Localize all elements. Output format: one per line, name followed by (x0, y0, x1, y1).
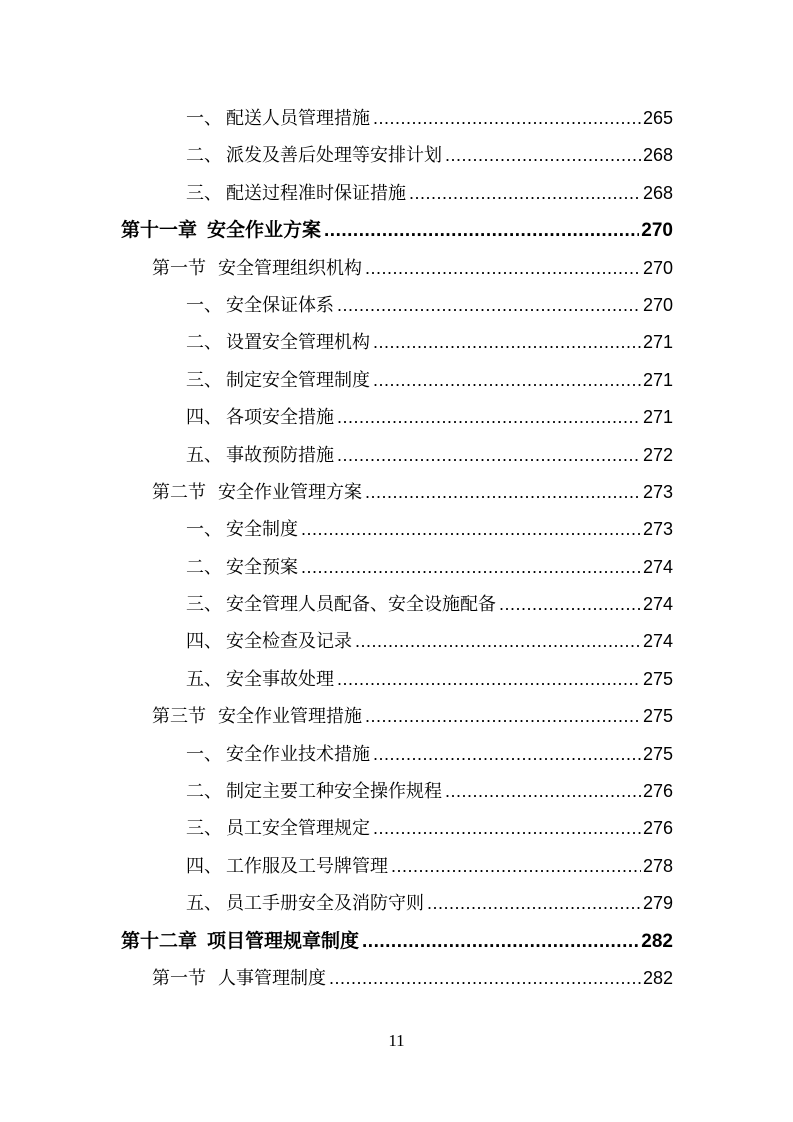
toc-entry-number: 二 (186, 145, 204, 167)
toc-entry-number: 三 (186, 369, 204, 391)
toc-entry-title: 配送过程准时保证措施 (226, 182, 406, 204)
toc-dot-leader (329, 960, 641, 997)
toc-entry[interactable] (186, 175, 673, 212)
toc-entry-page: 273 (642, 481, 673, 502)
toc-entry-page: 270 (642, 257, 673, 278)
toc-entry-number: 一 (186, 294, 204, 316)
toc-entry-page: 276 (642, 818, 673, 839)
toc-entry-title: 制定主要工种安全操作规程 (226, 781, 442, 803)
toc-entry-title: 人事管理制度 (218, 967, 326, 989)
toc-entry-title: 安全检查及记录 (226, 631, 352, 653)
toc-dot-leader (445, 773, 641, 810)
toc-entry-label (186, 549, 298, 586)
toc-section-entry[interactable] (152, 698, 673, 735)
toc-entry-separator: 、 (204, 407, 222, 429)
toc-entry-separator: 、 (204, 818, 222, 840)
toc-entry-page: 275 (642, 743, 673, 764)
toc-entry-number: 三 (186, 594, 204, 616)
toc-dot-leader (427, 885, 641, 922)
toc-entry[interactable] (186, 437, 673, 474)
toc-entry[interactable] (186, 137, 673, 174)
toc-entry-number: 二 (186, 332, 204, 354)
toc-entry-number: 一 (186, 743, 204, 765)
toc-entry-title: 安全预案 (226, 556, 298, 578)
toc-entry-number: 四 (186, 407, 204, 429)
toc-dot-leader (365, 698, 641, 735)
toc-dot-leader (301, 511, 641, 548)
toc-entry-page: 282 (641, 930, 673, 952)
toc-entry[interactable] (186, 773, 673, 810)
toc-entry-separator: 、 (204, 556, 222, 578)
toc-dot-leader (391, 848, 641, 885)
toc-dot-leader (499, 586, 641, 623)
toc-entry-title: 安全作业管理措施 (218, 706, 362, 728)
toc-entry-label (186, 324, 370, 361)
toc-entry-label (186, 661, 334, 698)
toc-entry-title: 事故预防措施 (226, 444, 334, 466)
toc-entry-title: 派发及善后处理等安排计划 (226, 145, 442, 167)
toc-entry-separator: 、 (204, 743, 222, 765)
toc-dot-leader (373, 324, 641, 361)
toc-entry-separator: 、 (204, 294, 222, 316)
toc-entry-title: 安全作业技术措施 (226, 743, 370, 765)
toc-dot-leader (373, 736, 641, 773)
toc-entry[interactable] (186, 736, 673, 773)
toc-dot-leader (337, 437, 641, 474)
toc-dot-leader (365, 250, 641, 287)
toc-dot-leader (362, 923, 639, 960)
toc-entry-page: 275 (642, 706, 673, 727)
toc-dot-leader (373, 100, 641, 137)
toc-entry-separator: 、 (204, 668, 222, 690)
toc-entry-number: 一 (186, 108, 204, 129)
toc-entry-separator: 、 (204, 519, 222, 541)
toc-entry-label (152, 698, 362, 735)
toc-chapter-number: 第十一章 (121, 219, 198, 242)
toc-entry[interactable] (186, 511, 673, 548)
toc-entry-number: 二 (186, 781, 204, 803)
toc-section-number: 第一节 (152, 967, 206, 989)
toc-entry-title: 安全管理组织机构 (218, 257, 362, 279)
toc-entry-number: 三 (186, 182, 204, 204)
toc-entry-title: 各项安全措施 (226, 407, 334, 429)
toc-entry-label (152, 960, 326, 997)
toc-section-number: 第一节 (152, 257, 206, 279)
toc-entry[interactable] (186, 100, 673, 137)
toc-entry-label (186, 773, 442, 810)
toc-entry-label (186, 511, 298, 548)
toc-entry-separator: 、 (204, 145, 222, 167)
toc-entry[interactable] (186, 549, 673, 586)
toc-dot-leader (445, 137, 641, 174)
toc-entry-title: 安全管理人员配备、安全设施配备 (226, 594, 496, 616)
toc-entry[interactable] (186, 586, 673, 623)
toc-entry-page: 268 (642, 145, 673, 166)
toc-entry-label (121, 212, 321, 249)
toc-entry-separator: 、 (204, 332, 222, 354)
toc-entry-label (186, 287, 334, 324)
toc-entry-separator: 、 (204, 444, 222, 466)
toc-entry-number: 五 (186, 668, 204, 690)
toc-dot-leader (365, 474, 641, 511)
toc-entry[interactable] (186, 287, 673, 324)
toc-entry-label (186, 736, 370, 773)
toc-entry-separator: 、 (204, 369, 222, 391)
toc-entry-title: 安全作业方案 (207, 219, 322, 242)
toc-entry-page: 268 (642, 182, 673, 203)
toc-entry-separator: 、 (204, 182, 222, 204)
toc-entry[interactable] (186, 324, 673, 361)
toc-entry-label (121, 923, 359, 960)
toc-entry-number: 四 (186, 855, 204, 877)
toc-entry-label (186, 100, 370, 137)
toc-entry-page: 271 (642, 369, 673, 390)
toc-entry[interactable] (186, 661, 673, 698)
toc-entry-separator: 、 (204, 855, 222, 877)
toc-entry-title: 安全保证体系 (226, 294, 334, 316)
toc-section-number: 第二节 (152, 481, 206, 503)
toc-entry-page: 282 (642, 967, 673, 988)
toc-entry-title: 员工安全管理规定 (226, 818, 370, 840)
toc-chapter-entry[interactable] (121, 923, 673, 960)
toc-dot-leader (301, 549, 641, 586)
toc-dot-leader (373, 362, 641, 399)
toc-entry-title: 配送人员管理措施 (226, 108, 370, 129)
toc-entry[interactable] (186, 362, 673, 399)
toc-dot-leader (337, 661, 641, 698)
toc-entry-title: 安全事故处理 (226, 668, 334, 690)
toc-dot-leader (324, 212, 639, 249)
toc-section-entry[interactable] (152, 474, 673, 511)
toc-entry-number: 四 (186, 631, 204, 653)
toc-entry-label (186, 437, 334, 474)
toc-entry-page: 271 (642, 407, 673, 428)
toc-entry-page: 275 (642, 668, 673, 689)
toc-entry-page: 272 (642, 444, 673, 465)
toc-entry-page: 274 (642, 594, 673, 615)
toc-entry-number: 一 (186, 519, 204, 541)
toc-entry-label (186, 399, 334, 436)
toc-entry[interactable] (186, 885, 673, 922)
toc-section-entry[interactable] (152, 250, 673, 287)
toc-section-entry[interactable] (152, 960, 673, 997)
toc-dot-leader (409, 175, 641, 212)
toc-entry-title: 设置安全管理机构 (226, 332, 370, 354)
toc-dot-leader (355, 623, 641, 660)
toc-entry-title: 安全作业管理方案 (218, 481, 362, 503)
toc-entry-page: 278 (642, 855, 673, 876)
toc-dot-leader (337, 399, 641, 436)
toc-entry[interactable] (186, 623, 673, 660)
toc-dot-leader (373, 810, 641, 847)
toc-entry-label (186, 175, 406, 212)
toc-entry-number: 五 (186, 893, 204, 915)
toc-entry-label (152, 250, 362, 287)
toc-entry-page: 274 (642, 556, 673, 577)
toc-entry-separator: 、 (204, 594, 222, 616)
toc-dot-leader (337, 287, 641, 324)
toc-entry-separator: 、 (204, 108, 222, 129)
toc-entry-separator: 、 (204, 631, 222, 653)
toc-entry-title: 员工手册安全及消防守则 (226, 893, 424, 915)
toc-entry-label (186, 885, 424, 922)
toc-entry-page: 270 (642, 294, 673, 315)
toc-entry-page: 271 (642, 332, 673, 353)
toc-entry-title: 制定安全管理制度 (226, 369, 370, 391)
toc-entry-page: 279 (642, 893, 673, 914)
toc-entry-number: 二 (186, 556, 204, 578)
toc-entry[interactable] (186, 848, 673, 885)
toc-entry-separator: 、 (204, 781, 222, 803)
toc-entry-page: 265 (642, 108, 673, 128)
toc-section-number: 第三节 (152, 706, 206, 728)
toc-entry-number: 五 (186, 444, 204, 466)
toc-entry-label (186, 623, 352, 660)
toc-entry-page: 274 (642, 631, 673, 652)
table-of-contents (0, 100, 793, 997)
toc-entry-label (152, 474, 362, 511)
toc-entry-page: 270 (641, 220, 673, 242)
toc-entry-label (186, 586, 496, 623)
toc-chapter-number: 第十二章 (121, 929, 198, 952)
toc-chapter-entry[interactable] (121, 212, 673, 249)
toc-entry-page: 276 (642, 781, 673, 802)
toc-entry-label (186, 362, 370, 399)
toc-entry-number: 三 (186, 818, 204, 840)
toc-entry-label (186, 848, 388, 885)
toc-entry-label (186, 810, 370, 847)
toc-entry-title: 安全制度 (226, 519, 298, 541)
page-number: 11 (388, 1031, 405, 1050)
toc-entry-label (186, 137, 442, 174)
toc-entry-title: 工作服及工号牌管理 (226, 855, 388, 877)
toc-entry-page: 273 (642, 519, 673, 540)
toc-entry[interactable] (186, 810, 673, 847)
toc-entry[interactable] (186, 399, 673, 436)
toc-entry-separator: 、 (204, 893, 222, 915)
toc-entry-title: 项目管理规章制度 (207, 929, 360, 952)
